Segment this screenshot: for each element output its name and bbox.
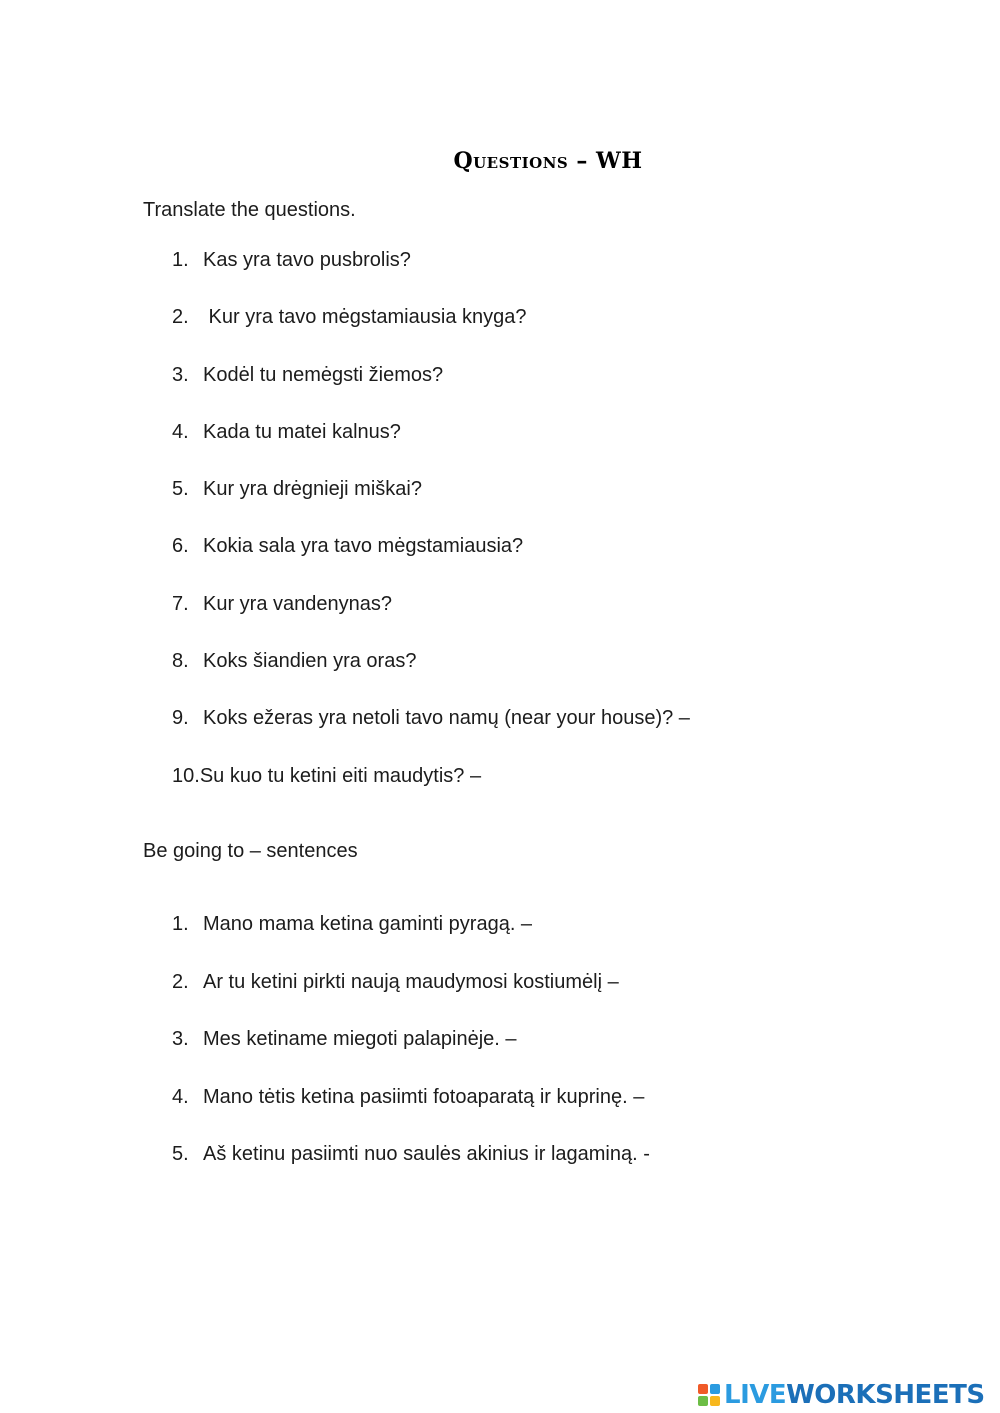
sentence-text: Mano mama ketina gaminti pyragą. –	[203, 913, 533, 935]
sentence-text: Aš ketinu pasiimti nuo saulės akinius ir lagaminą. -	[203, 1143, 650, 1165]
list-item: 1. Mano mama ketina gaminti pyragą. –	[172, 913, 533, 935]
list-item: 3. Kodėl tu nemėgsti žiemos?	[172, 363, 444, 386]
list-item: 3. Mes ketiname miegoti palapinėje. –	[172, 1028, 517, 1050]
liveworksheets-logo	[698, 1378, 985, 1412]
list-item: 6. Kokia sala yra tavo mėgstamiausia?	[172, 535, 524, 558]
list-item: 9. Koks ežeras yra netoli tavo namų (near your house)? –	[172, 707, 690, 730]
list-item: 5. Kur yra drėgnieji miškai?	[172, 478, 422, 501]
list-item: 8. Koks šiandien yra oras?	[172, 650, 417, 673]
list-item: 5. Aš ketinu pasiimti nuo saulės akinius ir lagaminą. -	[172, 1143, 650, 1165]
section-heading: Be going to – sentences	[143, 840, 358, 862]
sentence-text: Mes ketiname miegoti palapinėje. –	[203, 1028, 517, 1050]
question-text: Kur yra vandenynas?	[203, 592, 393, 615]
page-title: Questions – WH	[453, 148, 643, 174]
question-text: Kada tu matei kalnus?	[203, 420, 401, 443]
sentence-text: Mano tėtis ketina pasiimti fotoaparatą ir kuprinę. –	[203, 1085, 645, 1108]
question-text: Kodėl tu nemėgsti žiemos?	[203, 363, 444, 386]
question-text: Kur yra drėgnieji miškai?	[203, 478, 422, 501]
questions-list	[172, 248, 690, 821]
list-item: 7. Kur yra vandenynas?	[172, 592, 393, 615]
list-item: 4. Kada tu matei kalnus?	[172, 420, 401, 443]
logo-icon	[698, 1384, 720, 1406]
sentences-list	[172, 912, 650, 1200]
instruction-text: Translate the questions.	[143, 199, 356, 221]
question-text: Kas yra tavo pusbrolis?	[203, 249, 411, 271]
question-text: Kokia sala yra tavo mėgstamiausia?	[203, 535, 524, 558]
question-text: Su kuo tu ketini eiti maudytis? –	[199, 764, 482, 787]
question-text: Kur yra tavo mėgstamiausia knyga?	[203, 306, 527, 329]
logo-text-live: LIVE	[724, 1380, 787, 1410]
list-item: 10.Su kuo tu ketini eiti maudytis? –	[172, 764, 482, 787]
question-text: Koks šiandien yra oras?	[203, 650, 417, 673]
list-item: 1. Kas yra tavo pusbrolis?	[172, 249, 411, 271]
logo-text-worksheets: WORKSHEETS	[786, 1380, 985, 1410]
list-item: 2. Kur yra tavo mėgstamiausia knyga?	[172, 306, 527, 329]
list-item: 2. Ar tu ketini pirkti naują maudymosi kostiumėlį –	[172, 970, 619, 993]
list-item: 4. Mano tėtis ketina pasiimti fotoaparatą ir kuprinę. –	[172, 1085, 645, 1108]
question-text: Koks ežeras yra netoli tavo namų (near your house)? –	[203, 707, 690, 730]
sentence-text: Ar tu ketini pirkti naują maudymosi kostiumėlį –	[203, 970, 619, 993]
